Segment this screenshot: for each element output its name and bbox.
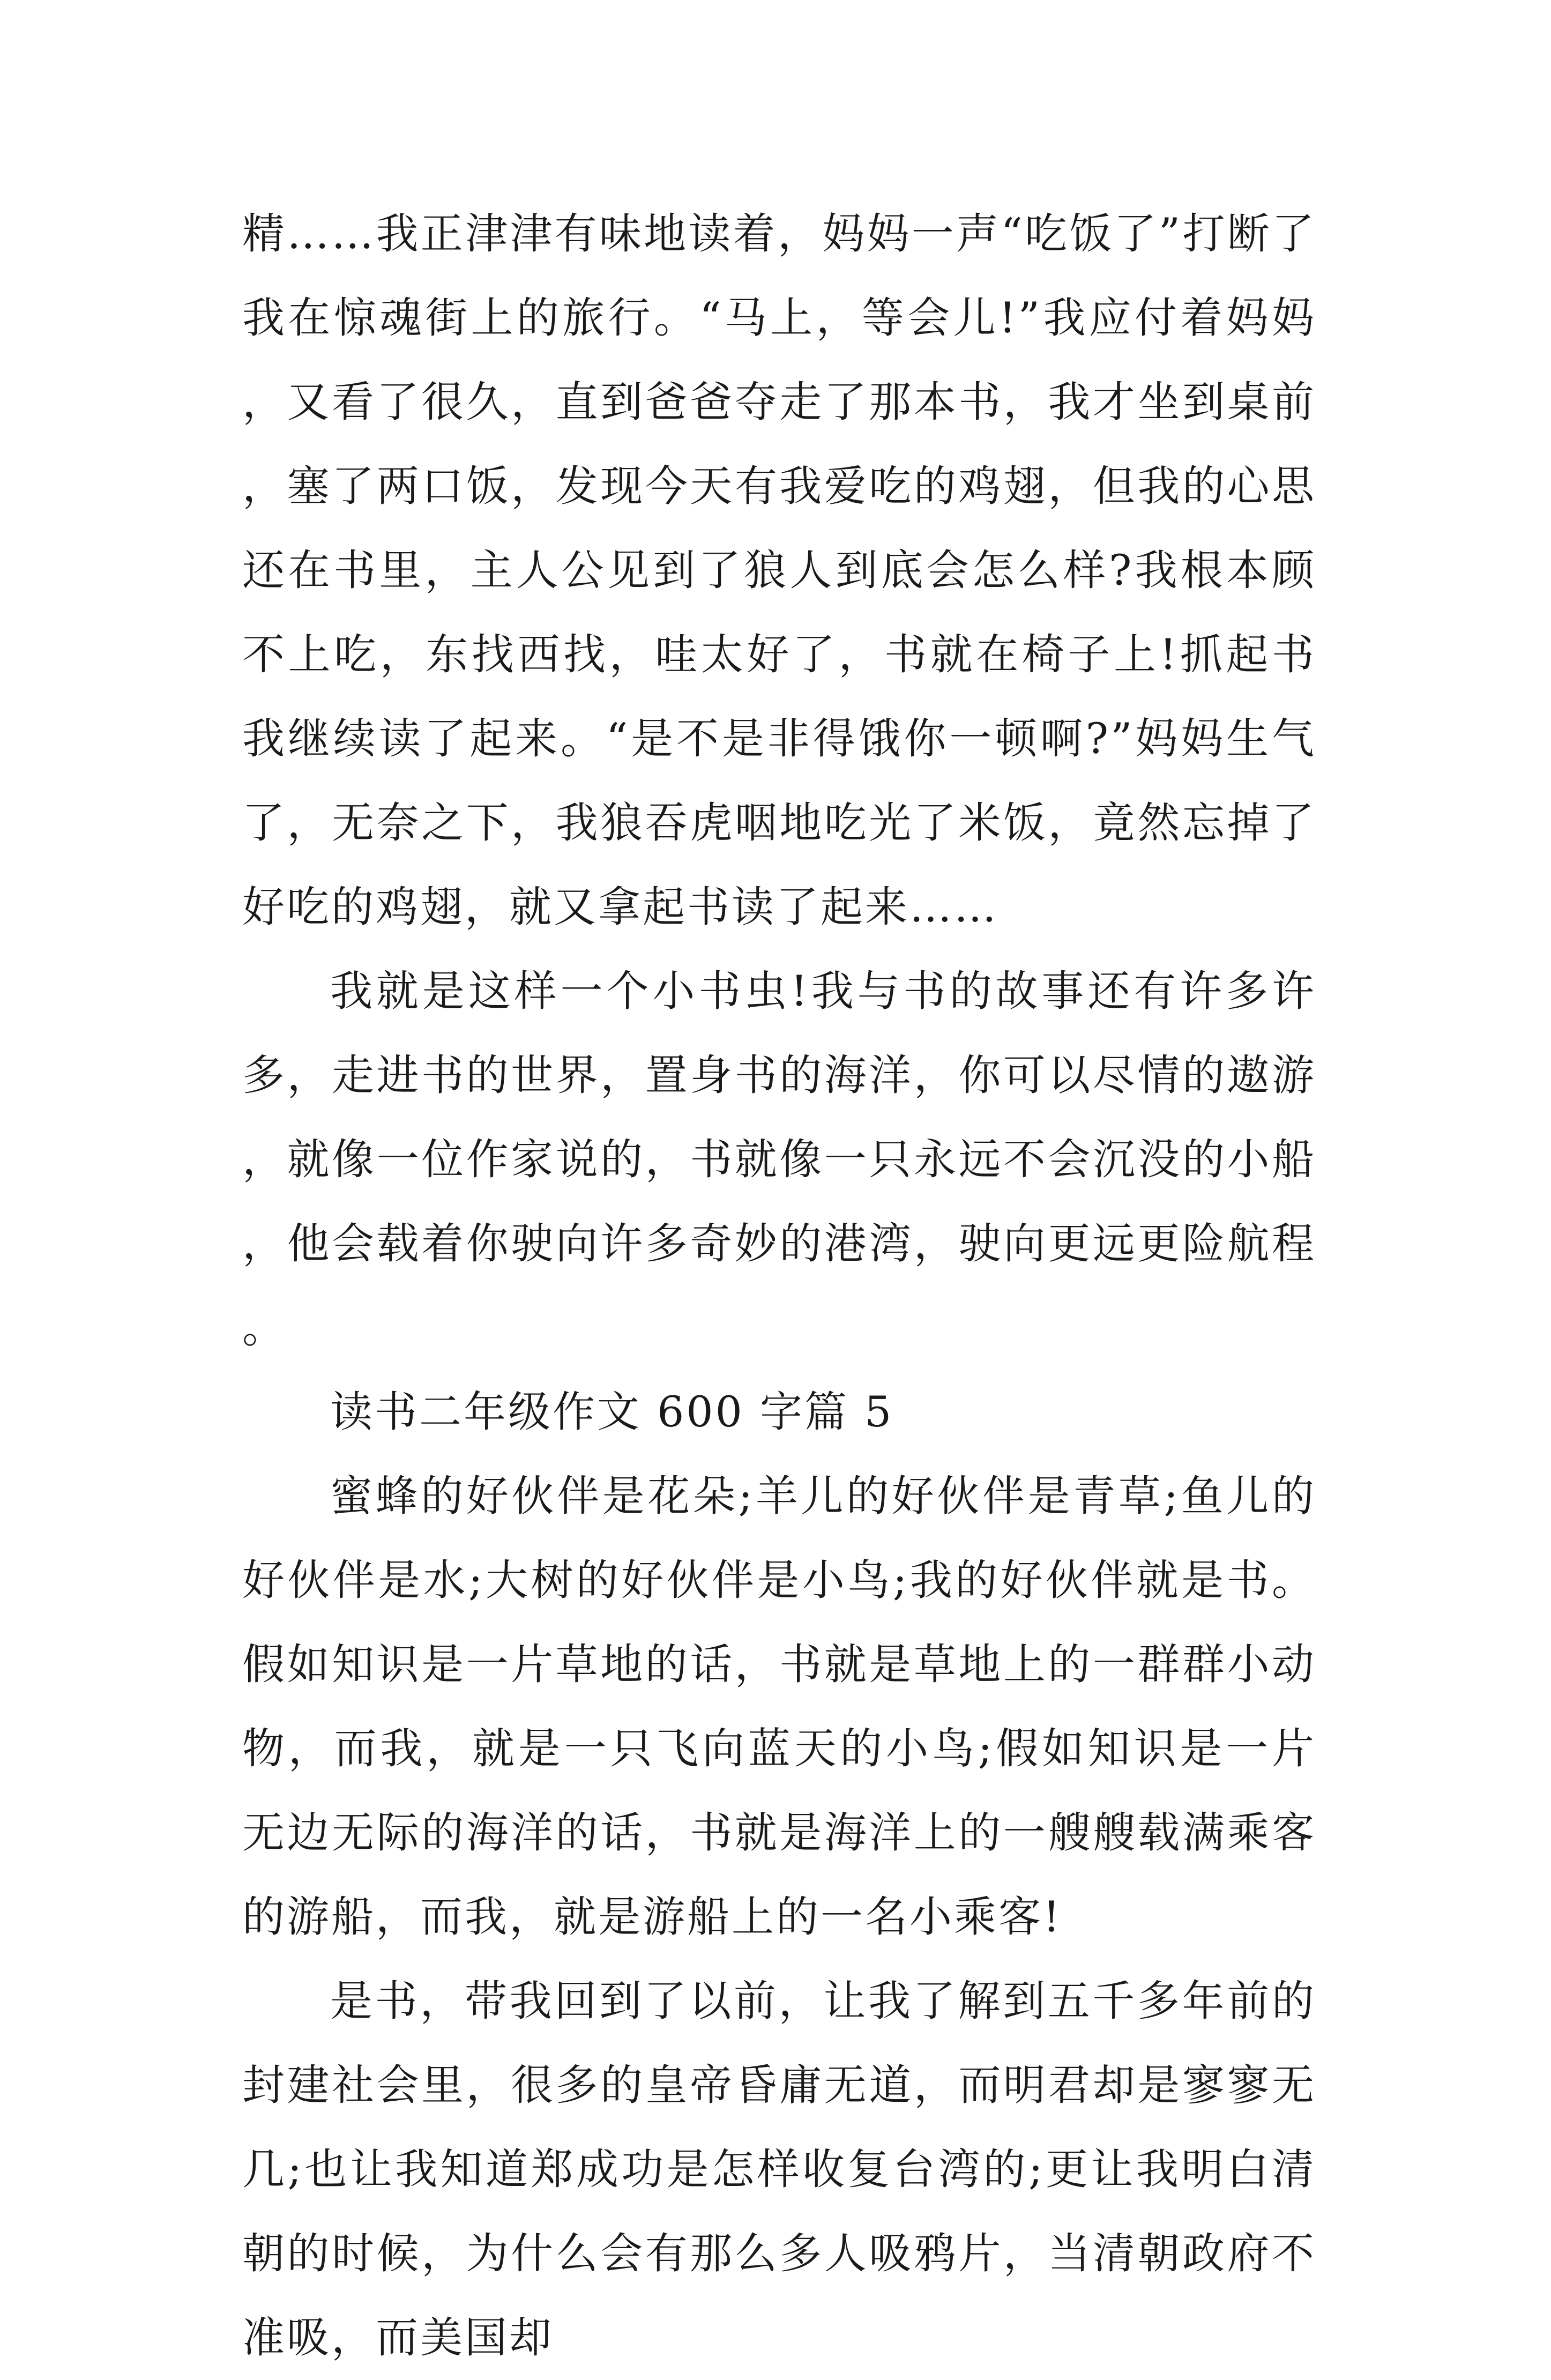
paragraph-history: 是书，带我回到了以前，让我了解到五千多年前的封建社会里，很多的皇帝昏庸无道，而明君却是寥寥无几;也让我知道郑成功是怎样收复台湾的;更让我明白清朝的时候，为什么会有那么多人吸鸦片，当清朝政府不准吸，而美国却 — [242, 1976, 1316, 2362]
section-heading: 读书二年级作文 600 字篇 5 — [330, 1387, 894, 1437]
body-text — [242, 192, 1316, 2380]
paragraph-bookworm: 我就是这样一个小书虫!我与书的故事还有许多许多，走进书的世界，置身书的海洋，你可以尽情的遨游，就像一位作家说的，书就像一只永远不会沉没的小船，他会载着你驶向许多奇妙的港湾，驶向更远更险航程。 — [242, 966, 1316, 1352]
paragraph-continuation: 精……我正津津有味地读着，妈妈一声“吃饭了”打断了我在惊魂街上的旅行。“马上，等会儿!”我应付着妈妈，又看了很久，直到爸爸夺走了那本书，我才坐到桌前，塞了两口饭，发现今天有我爱吃的鸡翅，但我的心思还在书里，主人公见到了狼人到底会怎么样?我根本顾不上吃，东找西找，哇太好了，书就在椅子上!抓起书我继续读了起来。“是不是非得饿你一顿啊?”妈妈生气了，无奈之下，我狼吞虎咽地吃光了米饭，竟然忘掉了好吃的鸡翅，就又拿起书读了起来…… — [242, 209, 1316, 932]
paragraph-good-friend: 蜜蜂的好伙伴是花朵;羊儿的好伙伴是青草;鱼儿的好伙伴是水;大树的好伙伴是小鸟;我的好伙伴就是书。假如知识是一片草地的话，书就是草地上的一群群小动物，而我，就是一只飞向蓝天的小鸟;假如知识是一片无边无际的海洋的话，书就是海洋上的一艘艘载满乘客的游船，而我，就是游船上的一名小乘客! — [242, 1471, 1316, 1942]
